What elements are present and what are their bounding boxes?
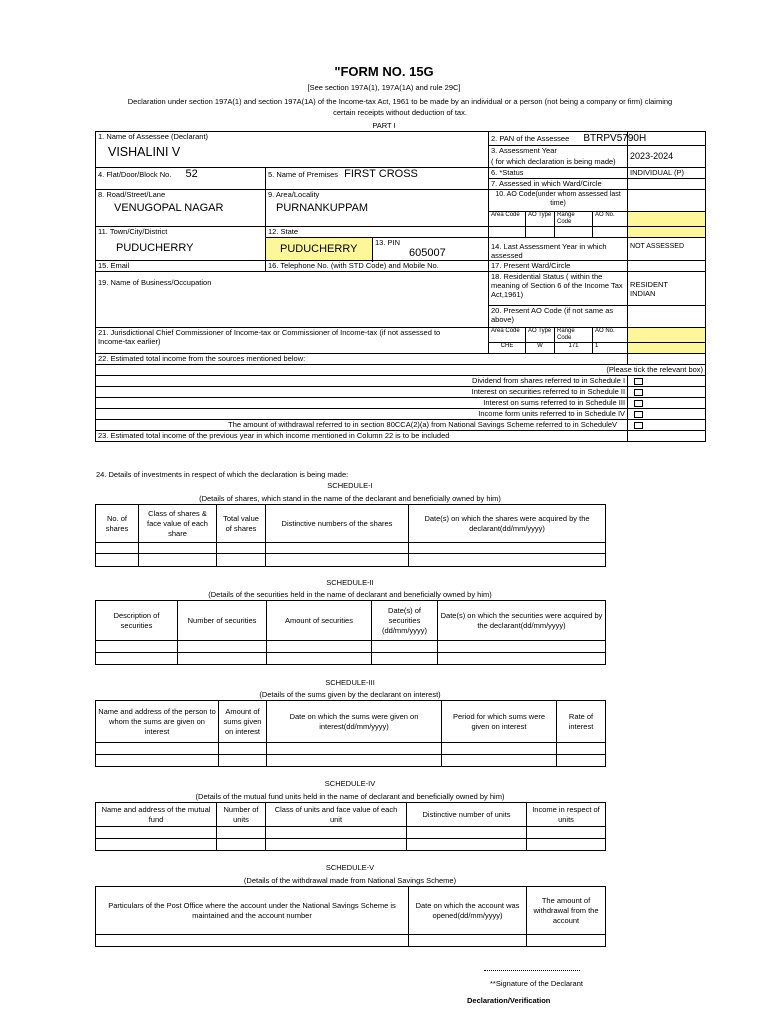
schedule2-col-date: Date(s) of securities (dd/mm/yyyy) xyxy=(372,601,438,641)
schedule5-title: SCHEDULE-V xyxy=(325,863,375,872)
ao-type-head: AO Type xyxy=(526,212,555,227)
status-label: 6. *Status xyxy=(489,168,628,179)
income-source-units-box[interactable] xyxy=(628,409,706,420)
schedule4-col-fund: Name and address of the mutual fund xyxy=(96,803,217,827)
declaration-verification-heading: Declaration/Verification xyxy=(467,996,551,1005)
last-assessment-label: 14. Last Assessment Year in which assessed xyxy=(489,238,628,261)
name-of-assessee-cell[interactable] xyxy=(96,132,489,168)
assessment-year-sublabel: ( for which declaration is being made) xyxy=(489,157,628,168)
schedule2-title: SCHEDULE-II xyxy=(326,578,374,587)
table-row[interactable] xyxy=(96,755,606,767)
flat-door-value: 52 xyxy=(185,168,198,180)
schedule3-col-rate: Rate of interest xyxy=(557,701,606,743)
section-reference: [See section 197A(1), 197A(1A) and rule 29C] xyxy=(307,83,461,92)
area-locality-cell[interactable] xyxy=(266,190,489,227)
present-ward-cell[interactable] xyxy=(628,261,706,272)
schedule4-col-class: Class of units and face value of each unit xyxy=(266,803,407,827)
telephone-label[interactable]: 16. Telephone No. (with STD Code) and Mobile No. xyxy=(266,261,489,272)
income-source-nss: The amount of withdrawal referred to in section 80CCA(2)(a) from National Savings Scheme referred to in ScheduleV xyxy=(96,420,628,431)
schedule2-table xyxy=(95,600,606,665)
email-label[interactable]: 15. Email xyxy=(96,261,266,272)
dividend-checkbox[interactable] xyxy=(634,378,643,385)
town-city-value: PUDUCHERRY xyxy=(116,242,194,254)
estimated-income-label: 22. Estimated total income from the sources mentioned below: xyxy=(96,354,628,365)
present-ao-no-head: AO No. xyxy=(593,328,628,343)
town-city-cell[interactable] xyxy=(96,227,266,261)
premises-value: FIRST CROSS xyxy=(344,168,418,180)
schedule5-subtitle: (Details of the withdrawal made from National Savings Scheme) xyxy=(243,876,457,885)
schedule2-col-acquired: Date(s) on which the securities were acquired by the declarant(dd/mm/yyyy) xyxy=(438,601,606,641)
present-ao-range-value[interactable]: 171 xyxy=(555,343,593,354)
part-label: PART I xyxy=(372,121,396,130)
ward-circle-label: 7. Assessed in which Ward/Circle xyxy=(489,179,628,190)
ao-area-value-cell[interactable] xyxy=(489,227,526,238)
schedule3-col-period: Period for which sums were given on interest xyxy=(442,701,557,743)
schedule1-col-distinctive: Distinctive numbers of the shares xyxy=(266,505,409,543)
schedule3-col-amount: Amount of sums given on interest xyxy=(219,701,267,743)
schedule1-title: SCHEDULE-I xyxy=(327,481,373,490)
present-ward-label: 17. Present Ward/Circle xyxy=(489,261,628,272)
investments-intro: 24. Details of investments in respect of which the declaration is being made: xyxy=(96,470,349,479)
flat-door-label: 4. Flat/Door/Block No. xyxy=(98,170,172,179)
last-assessment-value: NOT ASSESSED xyxy=(630,243,684,250)
residential-status-value-b: INDIAN xyxy=(630,288,656,298)
schedule4-subtitle: (Details of the mutual fund units held in the name of declarant and beneficially owned by him) xyxy=(195,792,505,801)
table-row[interactable] xyxy=(96,554,606,567)
area-locality-label: 9. Area/Locality xyxy=(268,190,320,199)
last-assessment-cell[interactable] xyxy=(628,238,706,261)
residential-status-value-a: RESIDENT xyxy=(630,279,668,289)
table-row[interactable] xyxy=(96,743,606,755)
schedule3-subtitle: (Details of the sums given by the declarant on interest) xyxy=(259,690,441,699)
state-label: 12. State xyxy=(266,227,489,238)
business-occupation-cell[interactable] xyxy=(96,272,489,328)
ao-range-code-head: Range Code xyxy=(555,212,593,227)
jurisdictional-label-a: 21. Jurisdictional Chief Commissioner of Income-tax or Commissioner of Income-tax (if not assessed to xyxy=(98,328,441,337)
ward-circle-cell[interactable] xyxy=(628,179,706,190)
income-source-sums-box[interactable] xyxy=(628,398,706,409)
schedule5-col-withdrawal: The amount of withdrawal from the account xyxy=(527,887,606,935)
jurisdictional-commissioner-cell[interactable] xyxy=(96,328,489,354)
premises-label: 5. Name of Premises xyxy=(268,170,339,179)
schedule1-subtitle: (Details of shares, which stand in the name of the declarant and beneficially owned by him) xyxy=(199,494,501,503)
ao-area-code-head: Area Code xyxy=(489,212,526,227)
state-cell[interactable] xyxy=(266,238,373,261)
schedule3-table xyxy=(95,700,606,767)
schedule2-col-number: Number of securities xyxy=(178,601,267,641)
assessment-year-value: 2023-2024 xyxy=(630,151,674,161)
present-ao-highlight-1[interactable] xyxy=(628,328,706,343)
present-ao-type-value[interactable]: W xyxy=(526,343,555,354)
schedule4-table xyxy=(95,802,606,851)
status-value: INDIVIDUAL (P) xyxy=(630,168,684,177)
ao-value-highlight[interactable] xyxy=(628,227,706,238)
jurisdictional-label-b: Income-tax earlier) xyxy=(98,337,161,346)
schedule1-col-shares: No. of shares xyxy=(96,505,139,543)
table-row[interactable] xyxy=(96,543,606,554)
status-cell[interactable] xyxy=(628,168,706,179)
assessment-year-label: 3. Assessment Year xyxy=(489,146,628,157)
schedule1-table xyxy=(95,504,606,567)
state-value: PUDUCHERRY xyxy=(280,242,358,255)
schedule4-col-units: Number of units xyxy=(217,803,266,827)
residential-status-label: 18. Residential Status ( within the meaning of Section 6 of the Income Tax Act,1961) xyxy=(489,272,628,306)
present-ao-code-label: 20. Present AO Code (if not same as above) xyxy=(489,306,628,328)
declaration-line-2: certain receipts without deduction of tax. xyxy=(333,108,467,117)
estimated-income-cell[interactable] xyxy=(628,354,706,365)
schedule4-col-distinctive: Distinctive number of units xyxy=(407,803,527,827)
schedule5-table xyxy=(95,886,606,947)
declaration-line-1: Declaration under section 197A(1) and section 197A(1A) of the Income-tax Act, 1961 to be made by an individual or a person (not being a company or firm) claiming xyxy=(127,97,673,106)
schedule5-col-post-office: Particulars of the Post Office where the account under the National Savings Scheme is maintained and the account number xyxy=(96,887,409,935)
present-ao-range-head: Range Code xyxy=(555,328,593,343)
schedule3-col-date: Date on which the sums were given on interest(dd/mm/yyyy) xyxy=(267,701,442,743)
schedule2-subtitle: (Details of the securities held in the name of declarant and beneficially owned by him) xyxy=(208,590,492,599)
units-checkbox[interactable] xyxy=(634,411,643,418)
pin-value: 605007 xyxy=(409,247,446,259)
pan-label: 2. PAN of the Assessee xyxy=(491,134,570,143)
present-ao-no-value[interactable]: 1 xyxy=(593,343,628,354)
assessment-year-cell[interactable] xyxy=(628,146,706,168)
ao-code-extra xyxy=(628,190,706,212)
income-source-dividend-box[interactable] xyxy=(628,376,706,387)
business-occupation-label: 19. Name of Business/Occupation xyxy=(98,278,212,287)
sums-checkbox[interactable] xyxy=(634,400,643,407)
ao-no-value-cell[interactable] xyxy=(593,227,628,238)
area-locality-value: PURNANKUPPAM xyxy=(276,202,369,214)
flat-door-cell[interactable] xyxy=(96,168,266,190)
signature-line[interactable] xyxy=(484,970,580,971)
table-row[interactable] xyxy=(96,839,606,851)
previous-year-income-label: 23. Estimated total income of the previous year in which income mentioned in Column 22 is to be included xyxy=(96,431,628,442)
previous-year-income-cell[interactable] xyxy=(628,431,706,442)
name-of-assessee-value: VISHALINI V xyxy=(108,145,181,159)
tick-note: (Please tick the relevant box) xyxy=(96,365,706,376)
schedule3-title: SCHEDULE-III xyxy=(325,678,375,687)
pan-cell[interactable] xyxy=(489,132,647,146)
signature-label: **Signature of the Declarant xyxy=(490,979,583,988)
present-ao-highlight-2[interactable] xyxy=(628,343,706,354)
schedule4-col-income: Income in respect of units xyxy=(527,803,606,827)
schedule2-col-description: Description of securities xyxy=(96,601,178,641)
table-row[interactable] xyxy=(96,653,606,665)
road-street-cell[interactable] xyxy=(96,190,266,227)
income-source-dividend: Dividend from shares referred to in Schedule I xyxy=(96,376,628,387)
ao-code-label: 10. AO Code(under whom assessed last time) xyxy=(489,190,628,212)
road-street-value: VENUGOPAL NAGAR xyxy=(114,202,224,214)
schedule1-col-class: Class of shares & face value of each share xyxy=(139,505,217,543)
form-title: "FORM NO. 15G xyxy=(334,64,434,79)
ao-type-value-cell[interactable] xyxy=(526,227,555,238)
ao-range-value-cell[interactable] xyxy=(555,227,593,238)
table-row[interactable] xyxy=(96,641,606,653)
table-row[interactable] xyxy=(96,827,606,839)
pin-label: 13. PIN xyxy=(375,238,401,247)
nss-checkbox[interactable] xyxy=(634,422,643,429)
schedule3-col-person: Name and address of the person to whom the sums are given on interest xyxy=(96,701,219,743)
schedule1-col-total: Total value of shares xyxy=(217,505,266,543)
schedule5-col-date-opened: Date on which the account was opened(dd/mm/yyyy) xyxy=(409,887,527,935)
schedule2-col-amount: Amount of securities xyxy=(267,601,372,641)
ao-no-head: AO No. xyxy=(593,212,628,227)
name-of-assessee-label: 1. Name of Assessee (Declarant) xyxy=(98,132,209,141)
declaration-text xyxy=(95,96,705,118)
securities-checkbox[interactable] xyxy=(634,389,643,396)
residential-status-cell[interactable] xyxy=(628,272,706,306)
table-row[interactable] xyxy=(96,935,606,947)
income-source-units: Income form units referred to in Schedule IV xyxy=(96,409,628,420)
schedule4-title: SCHEDULE-IV xyxy=(324,779,376,788)
pan-value: BTRPV5790H xyxy=(583,133,647,144)
road-street-label: 8. Road/Street/Lane xyxy=(98,190,166,199)
income-source-nss-box[interactable] xyxy=(628,420,706,431)
present-ao-extra[interactable] xyxy=(628,306,706,328)
income-source-sums: Interest on sums referred to in Schedule III xyxy=(96,398,628,409)
present-ao-area-value[interactable]: CHE xyxy=(489,343,526,354)
schedule1-col-date: Date(s) on which the shares were acquired by the declarant(dd/mm/yyyy) xyxy=(409,505,606,543)
income-source-securities: Interest on securities referred to in Schedule II xyxy=(96,387,628,398)
present-ao-area-head: Area Code xyxy=(489,328,526,343)
pin-cell[interactable] xyxy=(373,238,489,261)
present-ao-type-head: AO Type xyxy=(526,328,555,343)
part1-table xyxy=(95,131,706,442)
income-source-securities-box[interactable] xyxy=(628,387,706,398)
premises-cell[interactable] xyxy=(266,168,489,190)
ao-code-highlight[interactable] xyxy=(628,212,706,227)
town-city-label: 11. Town/City/District xyxy=(98,227,168,236)
